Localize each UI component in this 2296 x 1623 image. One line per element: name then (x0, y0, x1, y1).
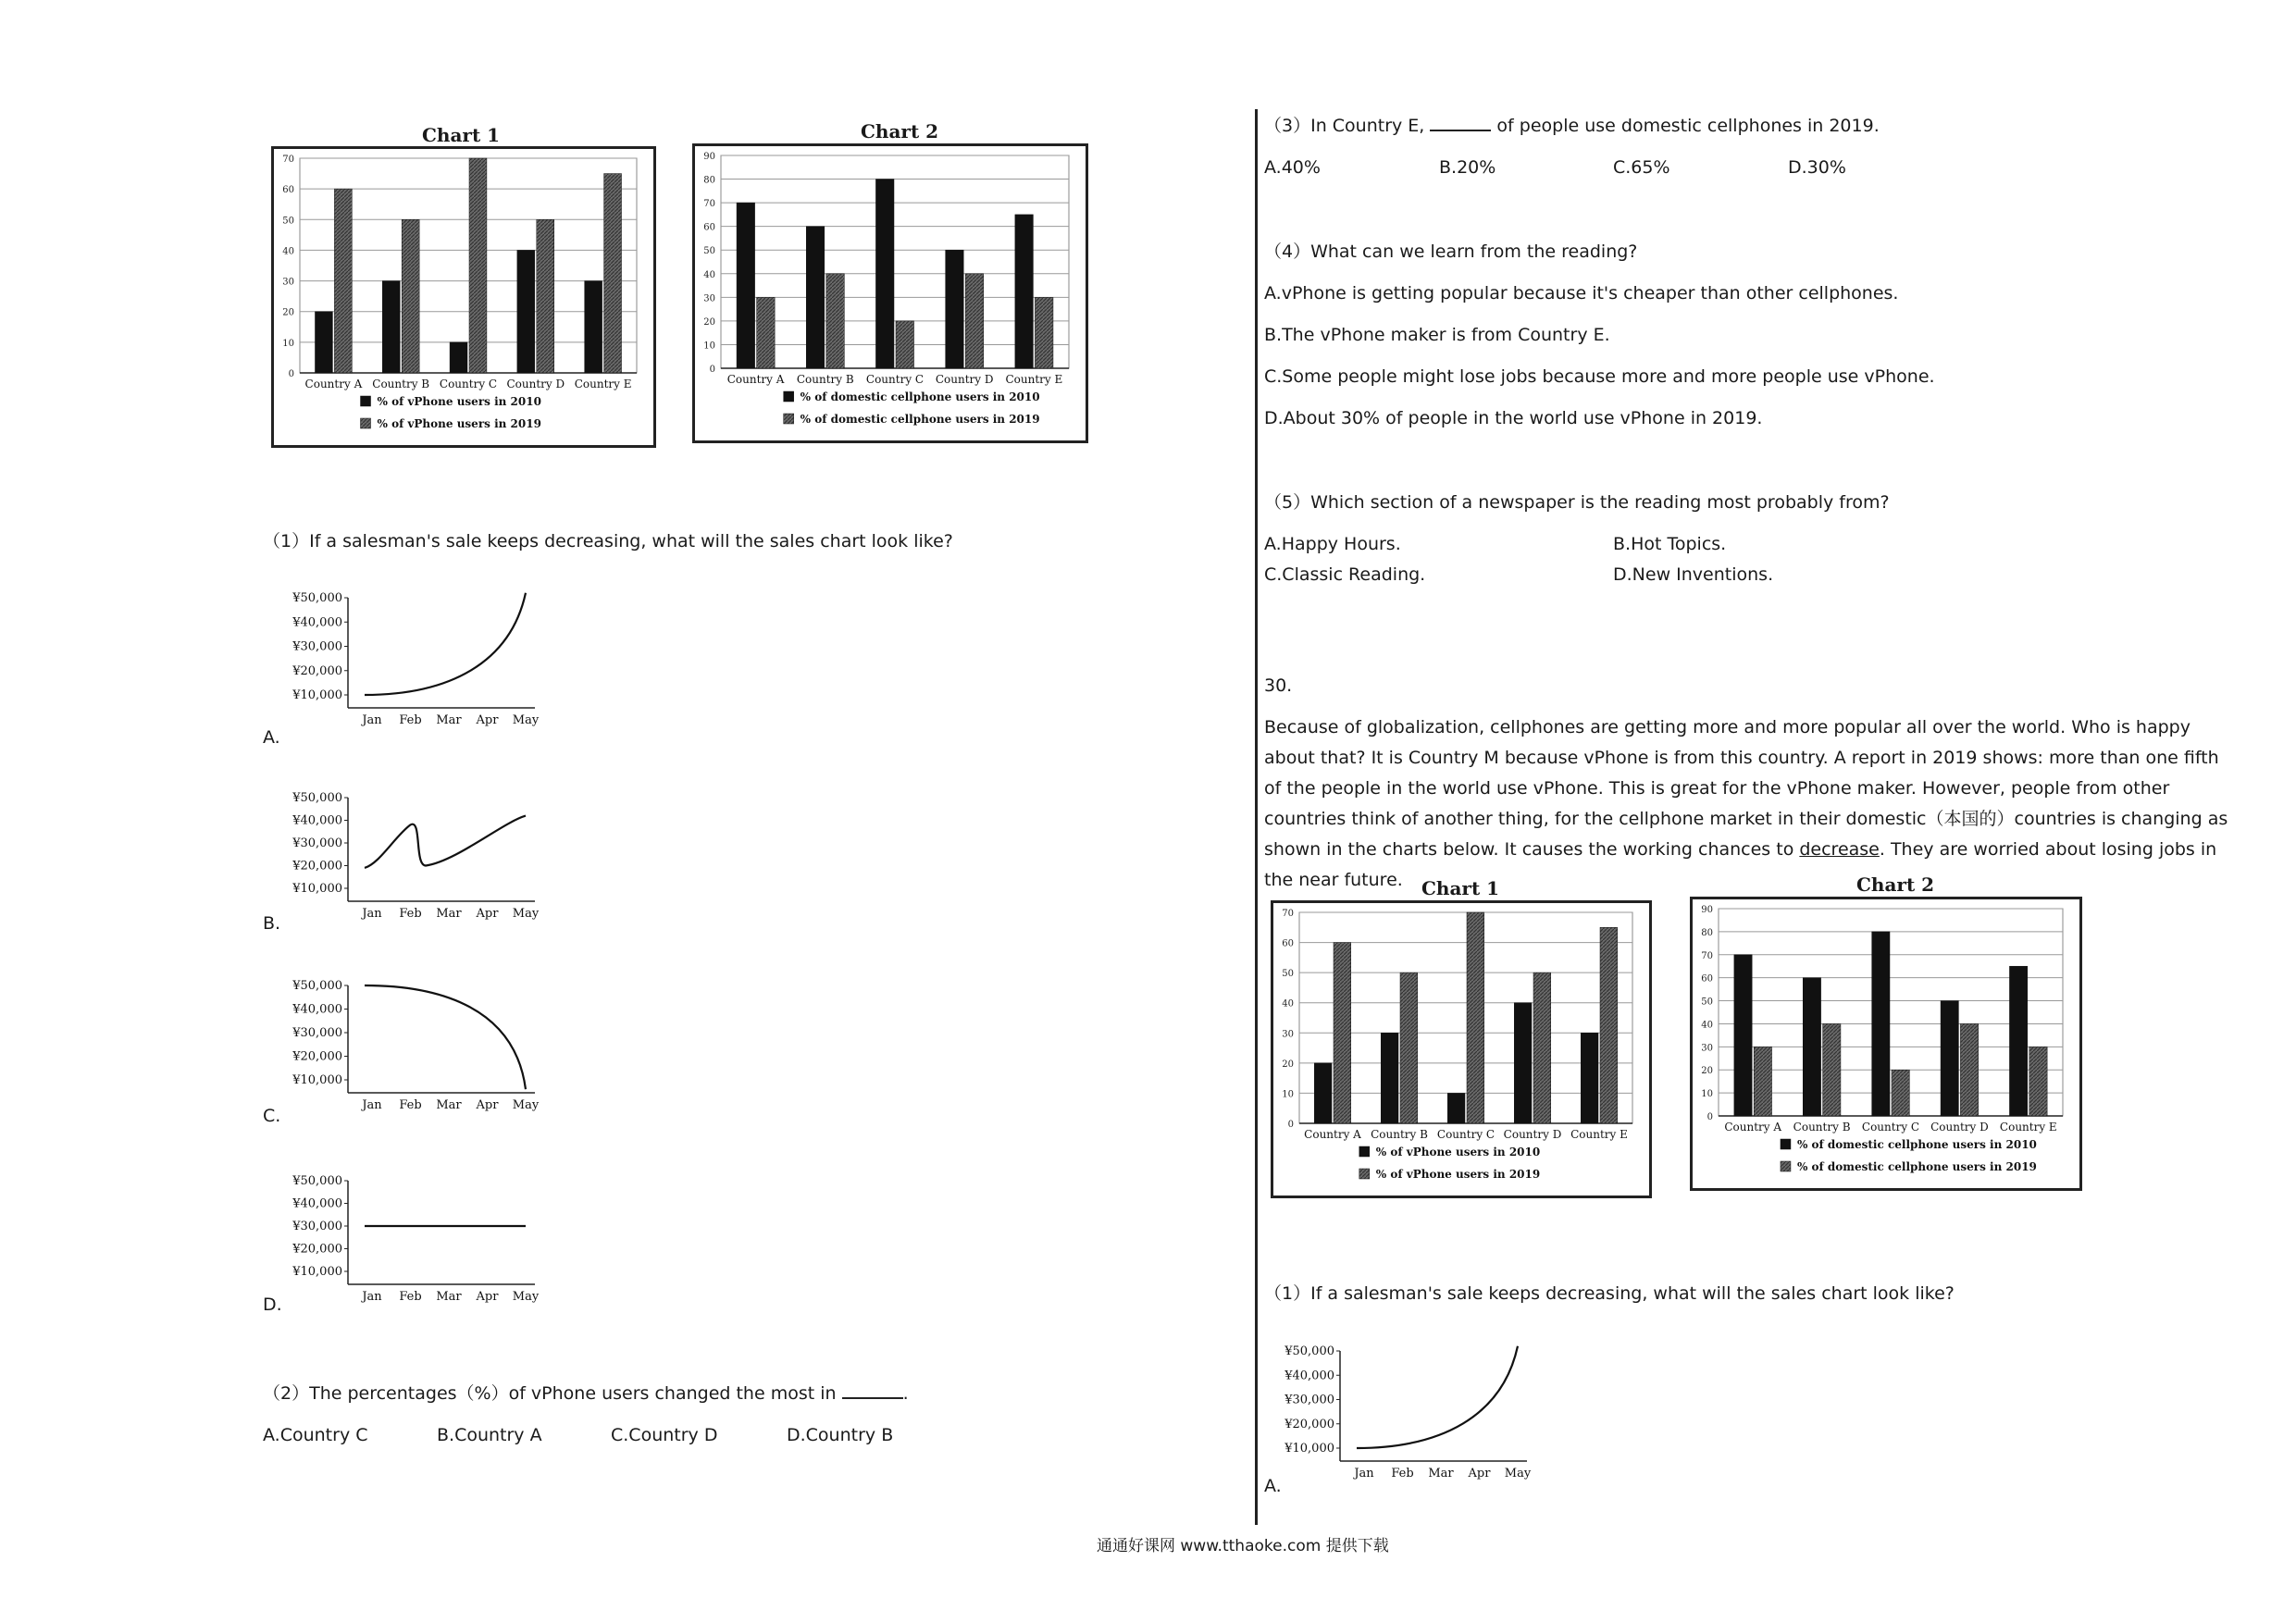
sales-line (1357, 1346, 1518, 1448)
x-tick-label: Apr (1468, 1467, 1491, 1481)
question-2-end: . (902, 1383, 909, 1404)
y-tick-label: 60 (1701, 973, 1713, 985)
chart1-title-right: Chart 1 (1421, 877, 1500, 899)
x-tick-label: Country C (1861, 1121, 1920, 1134)
bar (1734, 955, 1752, 1116)
passage-underlined-word: decrease (1799, 839, 1880, 860)
bar (604, 174, 622, 373)
y-tick-label: 60 (282, 185, 294, 196)
x-tick-label: Jan (362, 1098, 382, 1112)
option-label-a[interactable]: A. (263, 727, 280, 748)
y-tick-label: 50 (703, 246, 715, 257)
q2-option-b[interactable]: B.Country A (437, 1425, 542, 1445)
y-tick-label: 70 (282, 155, 294, 165)
x-tick-label: Country C (1436, 1128, 1496, 1141)
bar (1400, 973, 1418, 1123)
bar (1514, 1003, 1532, 1123)
y-tick-label: 70 (1701, 950, 1713, 961)
question-2-text: （2）The percentages（%）of vPhone users changed the most in (263, 1383, 842, 1404)
bar (1892, 1070, 1909, 1116)
bar (585, 281, 602, 373)
bar (826, 274, 845, 368)
y-tick-label: 40 (1282, 998, 1294, 1010)
y-tick-label: 90 (703, 152, 715, 162)
question-3-text: （3）In Country E, (1264, 116, 1431, 136)
y-tick-label: 20 (1282, 1059, 1294, 1070)
sales-line-chart-svg (285, 976, 553, 1117)
legend-swatch (1359, 1146, 1370, 1157)
y-tick-label: 30 (703, 293, 715, 304)
bar-chart-svg (274, 149, 653, 445)
sales-line-chart-svg (1277, 1342, 1545, 1485)
legend-label: % of domestic cellphone users in 2010 (1796, 1138, 2037, 1151)
legend-swatch (1781, 1161, 1791, 1171)
x-tick-label: Country B (372, 378, 430, 390)
y-tick-label: 30 (1282, 1029, 1294, 1040)
legend-swatch (361, 418, 371, 428)
sales-chart-a-right (1277, 1342, 1545, 1485)
x-tick-label: Jan (1354, 1467, 1374, 1481)
x-tick-label: Country A (304, 378, 363, 390)
bar (1754, 1047, 1771, 1116)
sales-chart-b (285, 788, 553, 925)
x-tick-label: Feb (399, 1098, 422, 1112)
q2-option-a[interactable]: A.Country C (263, 1425, 368, 1445)
y-tick-label: 20 (703, 316, 715, 328)
bar (1035, 297, 1053, 368)
question-3-end: of people use domestic cellphones in 2019. (1491, 116, 1880, 136)
y-tick-label: 40 (282, 246, 294, 257)
option-label-c[interactable]: C. (263, 1106, 281, 1126)
legend-label: % of vPhone users in 2010 (377, 395, 541, 408)
y-tick-label: ¥30,000 (292, 836, 342, 850)
x-tick-label: Apr (476, 907, 499, 921)
y-tick-label: 90 (1701, 905, 1713, 915)
q3-option-c[interactable]: C.65% (1613, 157, 1670, 178)
y-tick-label: 40 (703, 269, 715, 280)
column-divider (1255, 109, 1258, 1525)
sales-line (365, 985, 526, 1089)
y-tick-label: ¥10,000 (292, 882, 342, 896)
q5-option-c[interactable]: C.Classic Reading. (1264, 564, 1426, 585)
bar (965, 274, 984, 368)
x-tick-label: Country D (1930, 1121, 1989, 1134)
bar (1960, 1023, 1978, 1116)
x-tick-label: Country B (1371, 1128, 1428, 1141)
passage-text-2: . They are worried about losing jobs in the near future. (1264, 839, 2217, 890)
bar (806, 227, 825, 368)
y-tick-label: 60 (1282, 938, 1294, 949)
bar (2029, 1047, 2047, 1116)
y-tick-label: ¥30,000 (292, 639, 342, 654)
x-tick-label: Country E (1005, 373, 1063, 386)
chart1-box (271, 146, 656, 448)
legend-label: % of domestic cellphone users in 2019 (1796, 1160, 2037, 1173)
y-tick-label: ¥50,000 (292, 591, 342, 605)
x-tick-label: Mar (436, 907, 462, 921)
legend-swatch (1359, 1169, 1370, 1179)
bar (1381, 1033, 1398, 1123)
bar (2009, 966, 2027, 1116)
q2-option-d[interactable]: D.Country B (787, 1425, 894, 1445)
legend-swatch (361, 396, 371, 406)
y-tick-label: 0 (1287, 1120, 1294, 1130)
q5-option-a[interactable]: A.Happy Hours. (1264, 534, 1401, 554)
y-tick-label: 70 (1282, 909, 1294, 919)
x-tick-label: Country A (726, 373, 785, 386)
y-tick-label: ¥20,000 (1285, 1417, 1334, 1431)
sales-chart-d (285, 1171, 553, 1308)
bar (382, 281, 400, 373)
y-tick-label: 70 (703, 199, 715, 210)
q3-option-b[interactable]: B.20% (1439, 157, 1496, 178)
y-tick-label: ¥10,000 (292, 1265, 342, 1279)
option-label-a-right[interactable]: A. (1264, 1476, 1282, 1496)
bar (315, 312, 332, 373)
y-tick-label: ¥50,000 (1285, 1344, 1334, 1358)
y-tick-label: ¥50,000 (292, 791, 342, 805)
chart1-box-right (1271, 900, 1652, 1198)
x-tick-label: Mar (436, 1290, 462, 1304)
x-tick-label: May (512, 713, 540, 727)
bar (946, 250, 964, 368)
bar (1015, 215, 1034, 368)
x-tick-label: Country E (1999, 1121, 2057, 1134)
q4-option-a[interactable]: A.vPhone is getting popular because it's cheaper than other cellphones. (1264, 283, 1899, 304)
x-tick-label: Mar (436, 713, 462, 727)
x-tick-label: Country D (1503, 1128, 1562, 1141)
y-tick-label: ¥40,000 (292, 1196, 342, 1211)
answer-blank[interactable] (842, 1381, 903, 1399)
option-label-b[interactable]: B. (263, 913, 281, 934)
x-tick-label: Apr (476, 1098, 499, 1112)
bar (1600, 927, 1618, 1123)
y-tick-label: ¥40,000 (292, 615, 342, 630)
q2-option-c[interactable]: C.Country D (611, 1425, 718, 1445)
x-tick-label: Country A (1724, 1121, 1782, 1134)
y-tick-label: 80 (703, 175, 715, 186)
y-tick-label: 0 (1706, 1112, 1713, 1122)
bar (1872, 932, 1890, 1116)
y-tick-label: ¥50,000 (292, 1174, 342, 1188)
x-tick-label: Jan (362, 1290, 382, 1304)
x-tick-label: Country C (865, 373, 925, 386)
bar (1467, 912, 1484, 1123)
q3-option-d[interactable]: D.30% (1788, 157, 1846, 178)
x-tick-label: Country E (1570, 1128, 1628, 1141)
bar (1823, 1023, 1841, 1116)
bar (875, 180, 894, 368)
legend-label: % of domestic cellphone users in 2010 (800, 390, 1040, 403)
footer: 通通好课网 www.tthaoke.com 提供下载 (1097, 1537, 1389, 1555)
question-5: （5）Which section of a newspaper is the reading most probably from? (1264, 492, 1890, 513)
bar-chart-svg (695, 146, 1086, 440)
bar-chart-svg (1273, 903, 1649, 1196)
chart2-box-right (1690, 897, 2082, 1191)
y-tick-label: 50 (282, 216, 294, 227)
y-tick-label: 60 (703, 222, 715, 233)
y-tick-label: 20 (1701, 1066, 1713, 1077)
bar (450, 342, 467, 373)
passage-text-1: Because of globalization, cellphones are getting more and more popular all over the world. Who is happy about that? It is Country M because vPhone is from this country. A report in 2019 shows: more than one fifth of the people in the world use vPhone. This is great for the vPhone maker. However, people from other countries think of another thing, for the cellphone market in their domestic（本国的）countries is changing as shown in the charts below. It causes the working chances to (1264, 717, 2228, 860)
y-tick-label: 20 (282, 307, 294, 318)
y-tick-label: ¥10,000 (1285, 1442, 1334, 1456)
x-tick-label: Country D (506, 378, 565, 390)
sales-line-chart-svg (285, 1171, 553, 1308)
legend-label: % of domestic cellphone users in 2019 (800, 413, 1040, 426)
y-tick-label: 50 (1282, 969, 1294, 980)
answer-blank[interactable] (1430, 113, 1491, 131)
y-tick-label: ¥10,000 (292, 1073, 342, 1087)
q5-option-b[interactable]: B.Hot Topics. (1613, 534, 1727, 554)
legend-swatch (1781, 1139, 1791, 1149)
x-tick-label: Country D (935, 373, 994, 386)
y-tick-label: 10 (1701, 1089, 1713, 1100)
bar (737, 203, 755, 368)
y-tick-label: ¥30,000 (292, 1220, 342, 1233)
q4-option-b[interactable]: B.The vPhone maker is from Country E. (1264, 325, 1610, 345)
bar (1314, 1063, 1332, 1123)
y-tick-label: ¥30,000 (292, 1026, 342, 1040)
legend-label: % of vPhone users in 2019 (377, 417, 541, 430)
y-tick-label: 80 (1701, 927, 1713, 938)
chart2-title: Chart 2 (861, 120, 939, 142)
sales-chart-c (285, 976, 553, 1117)
x-tick-label: Feb (1391, 1467, 1414, 1481)
y-tick-label: 10 (282, 338, 294, 349)
bar (1533, 973, 1551, 1123)
x-tick-label: Feb (399, 907, 422, 921)
x-tick-label: Mar (436, 1098, 462, 1112)
bar (1941, 1001, 1958, 1116)
bar (537, 219, 554, 373)
chart2-title-right: Chart 2 (1856, 873, 1935, 896)
y-tick-label: ¥30,000 (1285, 1393, 1334, 1407)
x-tick-label: Apr (476, 1290, 499, 1304)
x-tick-label: Jan (362, 907, 382, 921)
sales-line-chart-svg (285, 788, 553, 925)
bar (517, 250, 535, 373)
reading-passage (1264, 712, 2236, 896)
y-tick-label: 10 (1282, 1089, 1294, 1100)
bar (469, 158, 487, 373)
chart1-title: Chart 1 (422, 124, 501, 146)
question-3 (1264, 113, 1880, 138)
x-tick-label: Feb (399, 713, 422, 727)
legend-swatch (784, 414, 794, 424)
question-2 (263, 1381, 909, 1406)
x-tick-label: May (512, 907, 540, 921)
bar (1447, 1093, 1465, 1123)
option-label-d[interactable]: D. (263, 1295, 282, 1315)
y-tick-label: 0 (288, 369, 294, 379)
x-tick-label: May (1504, 1467, 1532, 1481)
x-tick-label: Mar (1428, 1467, 1454, 1481)
bar (896, 321, 914, 368)
bar (402, 219, 419, 373)
x-tick-label: May (512, 1098, 540, 1112)
y-tick-label: 0 (709, 365, 715, 375)
y-tick-label: ¥20,000 (292, 663, 342, 678)
legend-label: % of vPhone users in 2010 (1375, 1146, 1541, 1158)
y-tick-label: 10 (703, 341, 715, 352)
sales-line (365, 816, 526, 868)
x-tick-label: Country E (574, 378, 632, 390)
question-1-right: （1）If a salesman's sale keeps decreasing, what will the sales chart look like? (1264, 1283, 1955, 1304)
y-tick-label: ¥40,000 (1285, 1369, 1334, 1383)
legend-swatch (784, 391, 794, 402)
x-tick-label: Jan (362, 713, 382, 727)
x-tick-label: May (512, 1290, 540, 1304)
bar (334, 189, 352, 373)
sales-chart-a (285, 588, 553, 732)
question-1: （1）If a salesman's sale keeps decreasing, what will the sales chart look like? (263, 531, 953, 551)
x-tick-label: Country A (1304, 1128, 1361, 1141)
q3-option-a[interactable]: A.40% (1264, 157, 1321, 178)
sales-line-chart-svg (285, 588, 553, 732)
y-tick-label: 50 (1701, 997, 1713, 1008)
y-tick-label: ¥20,000 (292, 1049, 342, 1064)
y-tick-label: 30 (1701, 1043, 1713, 1054)
y-tick-label: ¥20,000 (292, 1242, 342, 1257)
y-tick-label: ¥20,000 (292, 859, 342, 873)
x-tick-label: Country B (796, 373, 854, 386)
bar (1803, 978, 1820, 1116)
bar (1334, 943, 1351, 1123)
bar-chart-svg (1693, 899, 2079, 1188)
y-tick-label: 40 (1701, 1020, 1713, 1031)
bar (757, 297, 776, 368)
q4-option-c[interactable]: C.Some people might lose jobs because more and more people use vPhone. (1264, 366, 1935, 387)
x-tick-label: Country B (1793, 1121, 1851, 1134)
bar (1581, 1033, 1598, 1123)
x-tick-label: Country C (439, 378, 498, 390)
y-tick-label: 30 (282, 277, 294, 288)
question-4: （4）What can we learn from the reading? (1264, 242, 1638, 262)
y-tick-label: ¥40,000 (292, 813, 342, 828)
y-tick-label: ¥40,000 (292, 1002, 342, 1017)
y-tick-label: ¥10,000 (292, 688, 342, 702)
x-tick-label: Feb (399, 1290, 422, 1304)
chart2-box (692, 143, 1088, 443)
q4-option-d[interactable]: D.About 30% of people in the world use vPhone in 2019. (1264, 408, 1763, 428)
question-number-30: 30. (1264, 675, 1293, 696)
sales-line (365, 593, 526, 695)
y-tick-label: ¥50,000 (292, 979, 342, 993)
x-tick-label: Apr (476, 713, 499, 727)
legend-label: % of vPhone users in 2019 (1375, 1168, 1541, 1181)
q5-option-d[interactable]: D.New Inventions. (1613, 564, 1774, 585)
